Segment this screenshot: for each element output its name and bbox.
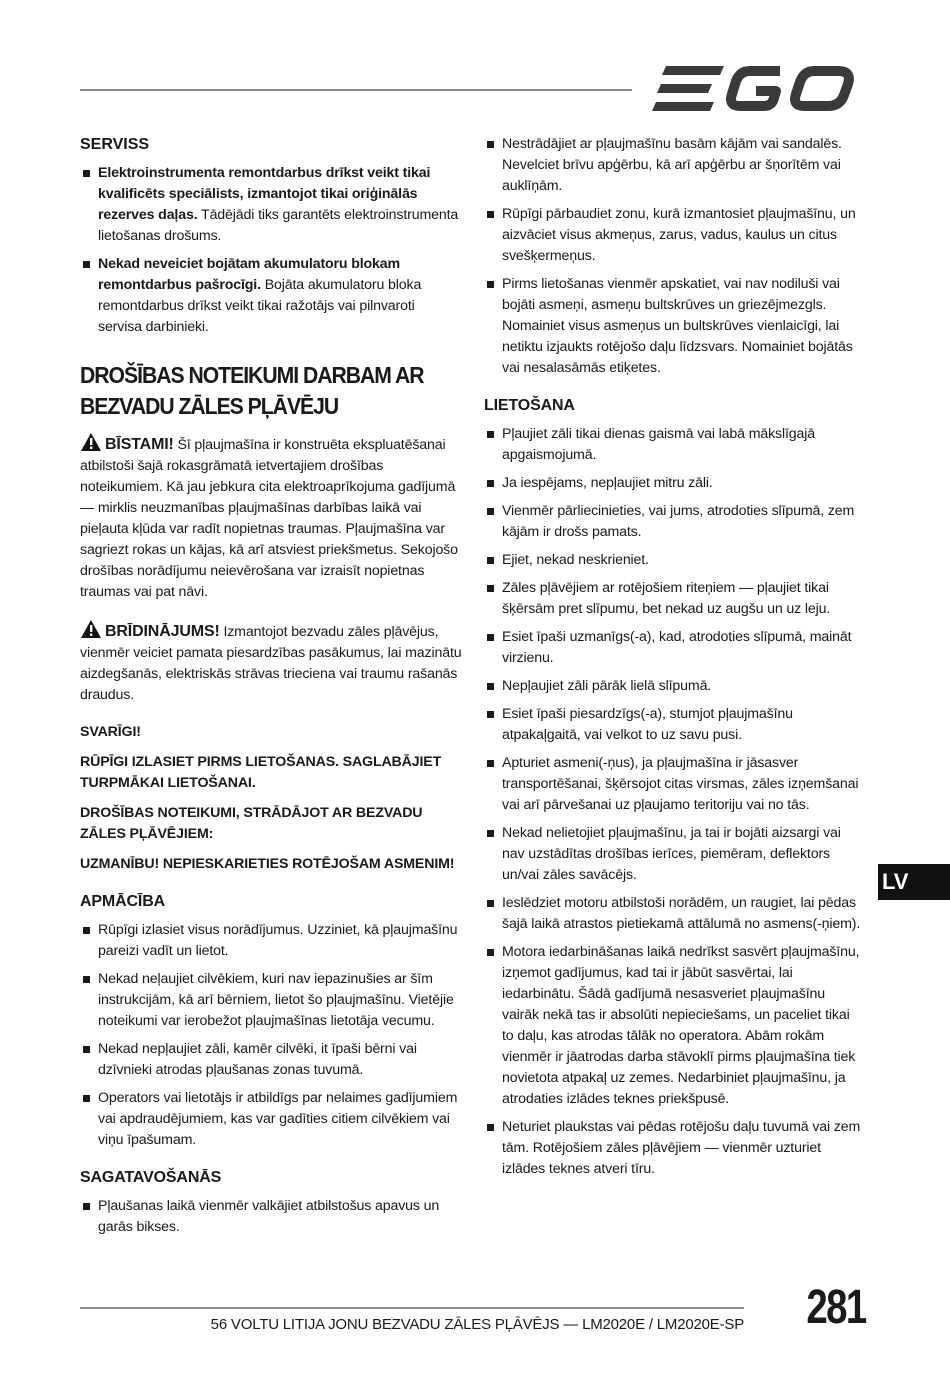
list-item-bold: Nekad neveiciet bojātam akumulatoru blokam remontdarbus pašrocīgi.: [98, 256, 400, 293]
list-item: Ieslēdziet motoru atbilstoši norādēm, un raugiet, lai pēdas šajā laikā atrastos pietiekamā attālumā no asmens(-ņiem).: [484, 893, 862, 935]
list-item: Ja iespējams, nepļaujiet mitru zāli.: [484, 473, 862, 494]
left-column: [80, 134, 462, 1245]
page-number: 281: [806, 1281, 866, 1334]
serviss-list: [80, 163, 462, 338]
list-item: [80, 163, 462, 247]
list-item: Ejiet, nekad neskrieniet.: [484, 550, 862, 571]
list-item-bold: Elektroinstrumenta remontdarbus drīkst veikt tikai kvalificēts speciālists, izmantojot tikai oriģinālās rezerves daļas.: [98, 165, 431, 223]
footer-rule: [80, 1307, 744, 1309]
list-item: Nekad nelietojiet pļaujmašīnu, ja tai ir bojāti aizsargi vai nav uzstādītas drošības ierīces, piemēram, deflektors un/vai zāles savācējs.: [484, 823, 862, 886]
footer-product-title: 56 VOLTU LITIJA JONU BEZVADU ZĀLES PĻĀVĒJS — LM2020E / LM2020E-SP: [210, 1316, 744, 1333]
right-column: [484, 134, 862, 1187]
list-item: Pļaujiet zāli tikai dienas gaismā vai labā mākslīgajā apgaismojumā.: [484, 424, 862, 466]
danger-text: Šī pļaujmašīna ir konstruēta ekspluatēšanai atbilstoši šajā rokasgrāmatā ietvertajiem drošības noteikumiem. Kā jau jebkura cita elektroaprīkojuma gadījumā — mirklis neuzmanības pļaujmašīnas darbības laikā vai pieļauta kļūda var radīt nopietnas traumas. Pļaujmašīna var sagriezt rokas un kājas, kā arī atsviest priekšmetus. Sekojošo drošības norādījumu neievērošana var izraisīt nopietnas traumas vai pat nāvi.: [80, 437, 458, 600]
header-rule: [80, 89, 632, 91]
sagatavosana-list-left: [80, 1196, 462, 1238]
warning-word: BRĪDINĀJUMS!: [105, 623, 220, 640]
ego-logo: [652, 64, 862, 114]
danger-paragraph: [80, 432, 462, 603]
list-item: Esiet īpaši piesardzīgs(-a), stumjot pļaujmašīnu atpakaļgaitā, vai velkot to uz savu pusi.: [484, 704, 862, 746]
list-item: Zāles pļāvējiem ar rotējošiem riteņiem — pļaujiet tikai šķērsām pret slīpumu, bet nekad uz augšu un uz leju.: [484, 578, 862, 620]
danger-word: BĪSTAMI!: [105, 436, 174, 453]
caps-line-caution: UZMANĪBU! NEPIESKARIETIES ROTĒJOŠAM ASMENIM!: [80, 856, 455, 872]
sagatavosana-list-right: [484, 134, 862, 379]
caps-line-important: SVARĪGI!: [80, 724, 141, 740]
list-item: Apturiet asmeni(-ņus), ja pļaujmašīna ir jāsasver transportēšanai, šķērsojot citas virsmas, zāles izņemšanai vai arī pārvešanai uz pļaujamo teritoriju vai no tās.: [484, 753, 862, 816]
caps-line-rules: DROŠĪBAS NOTEIKUMI, STRĀDĀJOT AR BEZVADU ZĀLES PĻĀVĒJIEM:: [80, 805, 423, 842]
list-item: Rūpīgi izlasiet visus norādījumus. Uzziniet, kā pļaujmašīnu pareizi vadīt un lietot.: [80, 920, 462, 962]
list-item: Vienmēr pārliecinieties, vai jums, atrodoties slīpumā, zem kājām ir drošs pamats.: [484, 501, 862, 543]
list-item: Motora iedarbināšanas laikā nedrīkst sasvērt pļaujmašīnu, izņemot gadījumus, kad tai ir jābūt sasvērtai, lai iedarbinātu. Šādā gadījumā nesasveriet pļaujmašīnu vairāk nekā tas ir absolūti nepieciešams, un paceliet tikai to daļu, kas atrodas tālāk no operatora. Abām rokām vienmēr ir jāatrodas darba stāvoklī pirms pļaujmašīna tiek novietota atpakaļ uz zemes. Nedarbiniet pļaujmašīnu, ja atrodaties izlādes teknes priekšpusē.: [484, 942, 862, 1110]
warning-paragraph: [80, 619, 462, 706]
warning-triangle-icon: [80, 432, 102, 452]
main-heading: DROŠĪBAS NOTEIKUMI DARBAM AR BEZVADU ZĀLES PĻĀVĒJU: [80, 362, 424, 419]
section-heading-apmaciba: APMĀCĪBA: [80, 893, 166, 910]
list-item-text: Tādējādi tiks garantēts elektroinstrumenta lietošanas drošums.: [98, 207, 459, 244]
section-heading-serviss: SERVISS: [80, 136, 150, 153]
language-tab: LV: [878, 864, 950, 900]
list-item: Pļaušanas laikā vienmēr valkājiet atbilstošus apavus un garās bikses.: [80, 1196, 462, 1238]
caps-line-read: RŪPĪGI IZLASIET PIRMS LIETOŠANAS. SAGLABĀJIET TURPMĀKAI LIETOŠANAI.: [80, 754, 442, 791]
lietosana-list: [484, 424, 862, 1180]
list-item: [80, 254, 462, 338]
section-heading-lietosana: LIETOŠANA: [484, 397, 575, 414]
section-heading-sagatavosana: SAGATAVOŠANĀS: [80, 1169, 222, 1186]
list-item: Rūpīgi pārbaudiet zonu, kurā izmantosiet pļaujmašīnu, un aizvāciet visus akmeņus, zarus, vadus, kaulus un citus svešķermeņus.: [484, 204, 862, 267]
list-item-text: Bojāta akumulatoru bloka remontdarbus drīkst veikt tikai ražotājs vai pilnvaroti servisa darbinieki.: [98, 277, 422, 335]
apmaciba-list: [80, 920, 462, 1151]
list-item: Nepļaujiet zāli pārāk lielā slīpumā.: [484, 676, 862, 697]
list-item: Operators vai lietotājs ir atbildīgs par nelaimes gadījumiem vai apdraudējumiem, kas var gadīties citiem cilvēkiem vai viņu īpašumam.: [80, 1088, 462, 1151]
list-item: Nekad neļaujiet cilvēkiem, kuri nav iepazinušies ar šīm instrukcijām, kā arī bērniem, lietot šo pļaujmašīnu. Vietējie noteikumi var ierobežot pļaujmašīnas lietotāja vecumu.: [80, 969, 462, 1032]
list-item: Nekad nepļaujiet zāli, kamēr cilvēki, it īpaši bērni vai dzīvnieki atrodas pļaušanas zonas tuvumā.: [80, 1039, 462, 1081]
list-item: Esiet īpaši uzmanīgs(-a), kad, atrodoties slīpumā, maināt virzienu.: [484, 627, 862, 669]
warning-triangle-icon: [80, 619, 102, 639]
list-item: Nestrādājiet ar pļaujmašīnu basām kājām vai sandalēs. Nevelciet brīvu apģērbu, kā arī apģērbu ar šņorītēm vai auklīņām.: [484, 134, 862, 197]
warning-text: Izmantojot bezvadu zāles pļāvējus, vienmēr veiciet pamata piesardzības pasākumus, lai mazinātu aizdegšanās, elektriskās strāvas trieciena vai traumu rašanās draudus.: [80, 624, 462, 703]
list-item: Neturiet plaukstas vai pēdas rotējošu daļu tuvumā vai zem tām. Rotējošiem zāles pļāvējiem — vienmēr uzturiet izlādes teknes atveri tīru.: [484, 1117, 862, 1180]
list-item: Pirms lietošanas vienmēr apskatiet, vai nav nodiluši vai bojāti asmeņi, asmeņu bultskrūves un griezējmezgls. Nomainiet visus asmeņus un bultskrūves vienlaicīgi, lai netiktu izjaukts rotējošo daļu līdzsvars. Nomainiet bojātās vai nesalasāmās etiķetes.: [484, 274, 862, 379]
